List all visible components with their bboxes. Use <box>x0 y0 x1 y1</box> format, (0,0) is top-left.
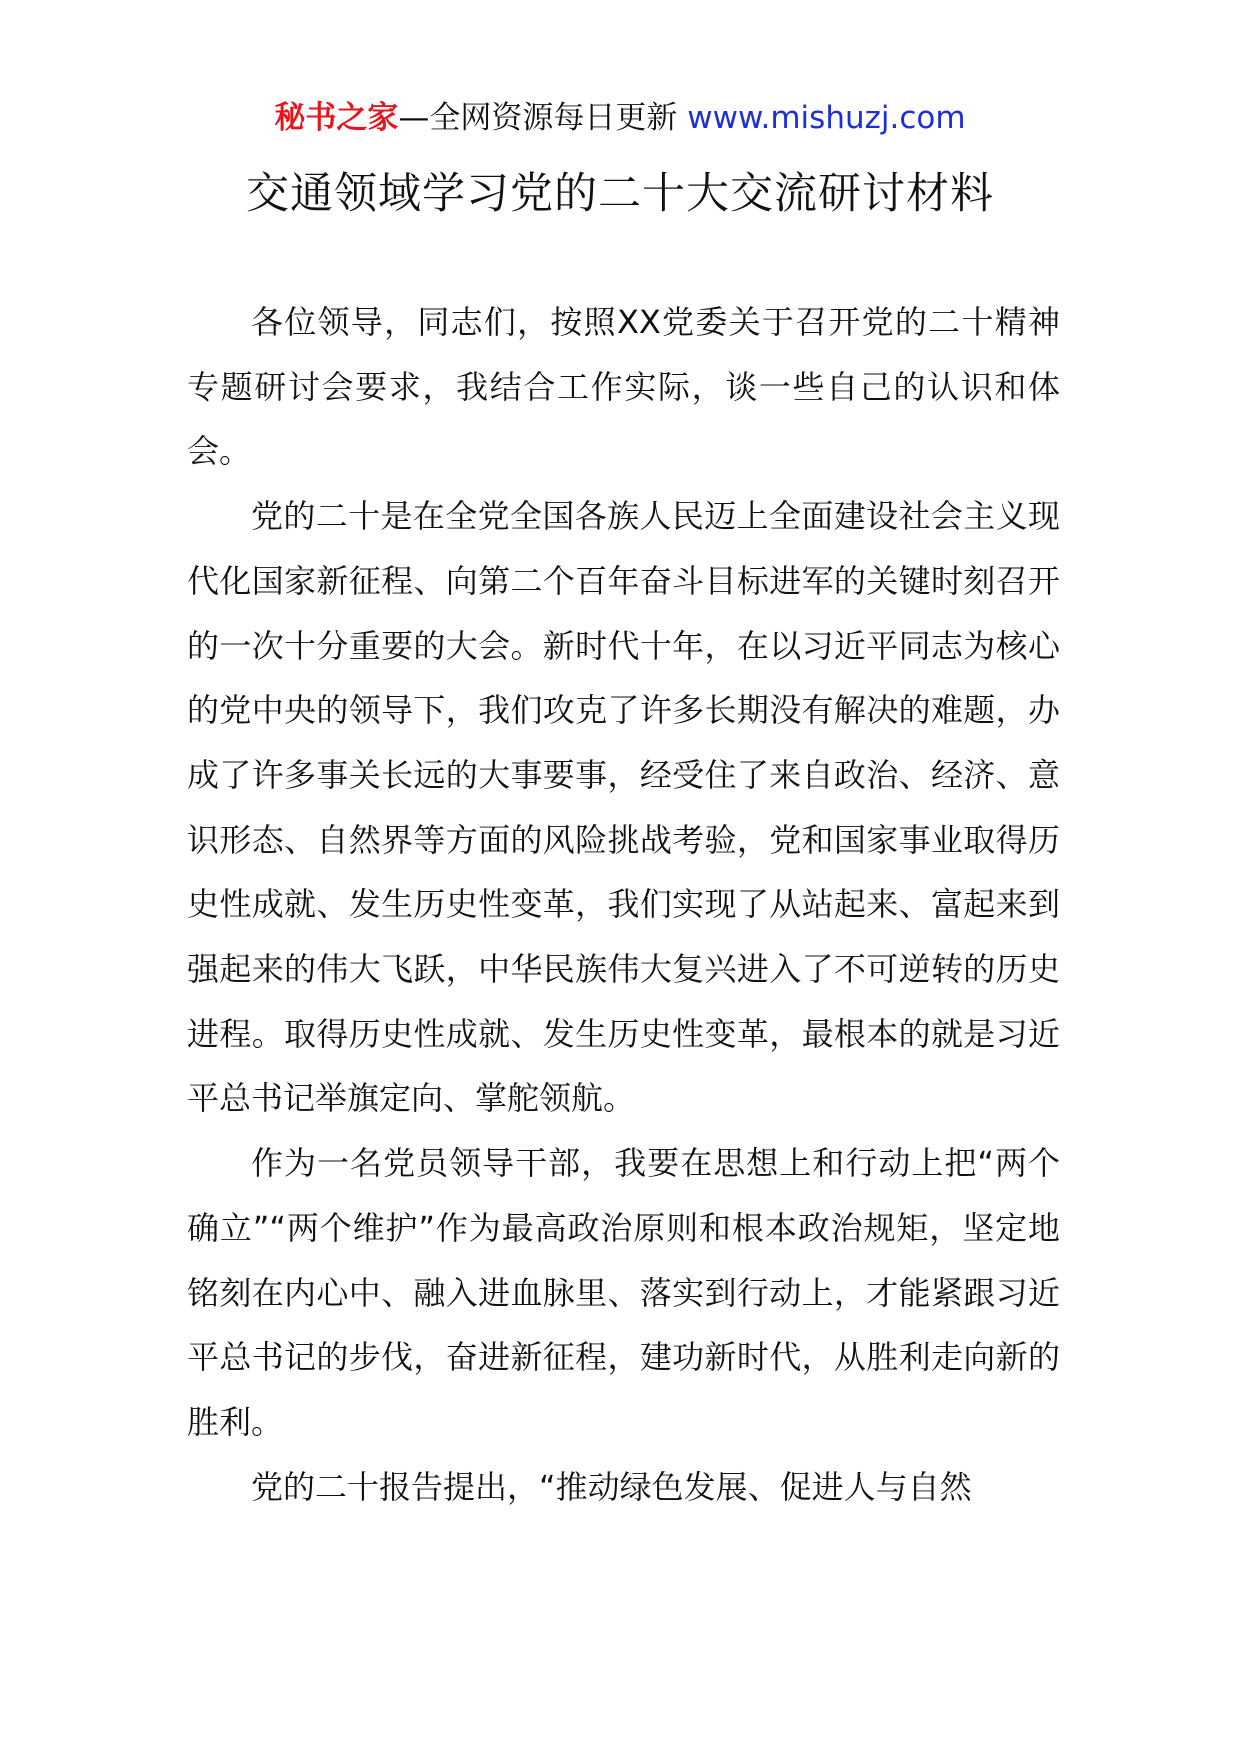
document-title: 交通领域学习党的二十大交流研讨材料 <box>246 169 994 219</box>
header-tagline: —全网资源每日更新 <box>398 100 678 136</box>
document-body <box>187 290 1060 1519</box>
paragraph: 各位领导，同志们，按照XX党委关于召开党的二十精神专题研讨会要求，我结合工作实际，谈一些自己的认识和体会。 <box>187 303 1060 471</box>
brand-name: 秘书之家 <box>274 100 399 136</box>
site-header <box>0 98 1240 138</box>
paragraph: 党的二十报告提出，“推动绿色发展、促进人与自然 <box>251 1467 972 1506</box>
paragraph: 党的二十是在全党全国各族人民迈上全面建设社会主义现代化国家新征程、向第二个百年奋斗目标进军的关键时刻召开的一次十分重要的大会。新时代十年，在以习近平同志为核心的党中央的领导下，我们攻克了许多长期没有解决的难题，办成了许多事关长远的大事要事，经受住了来自政治、经济、意识形态、自然界等方面的风险挑战考验，党和国家事业取得历史性成就、发生历史性变革，我们实现了从站起来、富起来到强起来的伟大飞跃，中华民族伟大复兴进入了不可逆转的历史进程。取得历史性成就、发生历史性变革，最根本的就是习近平总书记举旗定向、掌舵领航。 <box>187 497 1060 1118</box>
paragraph: 作为一名党员领导干部，我要在思想上和行动上把“两个确立”“两个维护”作为最高政治原则和根本政治规矩，坚定地铭刻在内心中、融入进血脉里、落实到行动上，才能紧跟习近平总书记的步伐，奋进新征程，建功新时代，从胜利走向新的胜利。 <box>187 1144 1060 1441</box>
site-url-link[interactable]: www.mishuzj.com <box>687 100 966 136</box>
